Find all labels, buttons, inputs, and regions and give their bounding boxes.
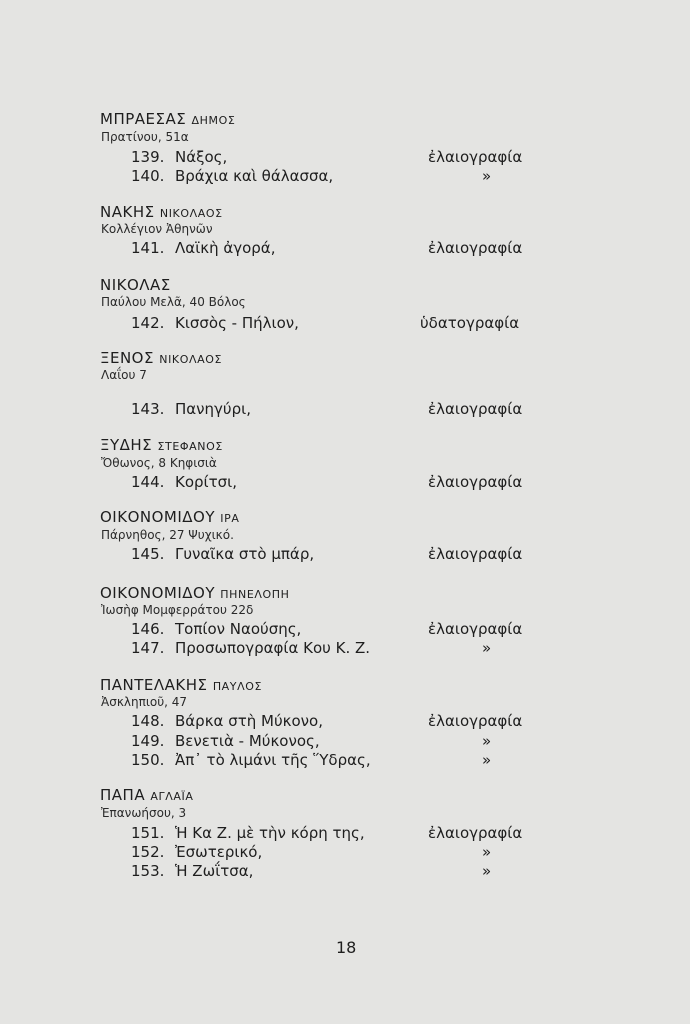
artwork-number: 150. — [131, 751, 165, 769]
artwork-medium: » — [482, 862, 492, 880]
artwork-row — [0, 473, 690, 493]
artwork-number: 151. — [131, 824, 165, 842]
artwork-title: Προσωπογραφία Κου Κ. Ζ. — [175, 639, 371, 657]
artwork-number: 145. — [131, 545, 165, 563]
artwork-medium: ἐλαιογραφία — [428, 824, 523, 842]
artist-address: Κολλέγιον Ἀθηνῶν — [101, 222, 213, 236]
artwork-medium: » — [482, 843, 492, 861]
artwork-title: Ἡ Ζωΐτσα, — [175, 862, 254, 880]
artist-first-name: ΣΤΕΦΑΝΟΣ — [157, 440, 223, 453]
artist-name — [100, 349, 222, 367]
artwork-title: Βενετιὰ - Μύκονος, — [175, 732, 320, 750]
artwork-medium: ἐλαιογραφία — [428, 545, 523, 563]
artist-first-name: ΝΙΚΟΛΑΟΣ — [159, 207, 223, 220]
artwork-medium: ἐλαιογραφία — [428, 148, 523, 166]
artwork-title: Τοπίον Ναούσης, — [175, 620, 302, 638]
artwork-row — [0, 167, 690, 187]
artist-address: Ἰωσὴφ Μομφερράτου 22δ — [101, 603, 254, 617]
artist-first-name: ΔΗΜΟΣ — [191, 114, 236, 127]
artist-surname: ΠΑΝΤΕΛΑΚΗΣ — [100, 676, 208, 694]
artwork-number: 141. — [131, 239, 165, 257]
artwork-medium: ἐλαιογραφία — [428, 712, 523, 730]
artist-address: Ὄθωνος, 8 Κηφισιὰ — [101, 456, 217, 470]
artwork-row — [0, 545, 690, 565]
artist-address: Λαΐου 7 — [101, 368, 147, 382]
artwork-medium: ἐλαιογραφία — [428, 239, 523, 257]
artwork-row — [0, 843, 690, 863]
artwork-title: Γυναῖκα στὸ μπάρ, — [175, 545, 315, 563]
artist-surname: ΟΙΚΟΝΟΜΙΔΟΥ — [100, 508, 215, 526]
artist-surname: ΜΠΡΑΕΣΑΣ — [100, 110, 187, 128]
artwork-row — [0, 824, 690, 844]
artist-surname: ΞΕΝΟΣ — [100, 349, 154, 367]
artist-name — [100, 436, 223, 454]
artwork-title: Ἐσωτερικό, — [175, 843, 263, 861]
artwork-title: Νάξος, — [175, 148, 228, 166]
artwork-medium: » — [482, 751, 492, 769]
page-number: 18 — [336, 938, 357, 957]
artwork-medium: ἐλαιογραφία — [428, 473, 523, 491]
artwork-row — [0, 732, 690, 752]
artist-first-name: ΠΗΝΕΛΟΠΗ — [220, 588, 290, 601]
artwork-number: 152. — [131, 843, 165, 861]
artwork-title: Ἀπ᾽ τὸ λιμάνι τῆς Ὕδρας, — [175, 751, 371, 769]
artist-name — [100, 584, 290, 602]
artist-surname: ΟΙΚΟΝΟΜΙΔΟΥ — [100, 584, 215, 602]
artwork-number: 142. — [131, 314, 165, 332]
artwork-row — [0, 239, 690, 259]
artwork-medium: » — [482, 639, 492, 657]
artist-first-name: ΝΙΚΟΛΑΟΣ — [159, 353, 223, 366]
artist-name — [100, 110, 235, 128]
artist-surname: ΠΑΠΑ — [100, 786, 146, 804]
artist-name — [100, 508, 239, 526]
artwork-medium: » — [482, 167, 492, 185]
artist-surname: ΝΑΚΗΣ — [100, 203, 155, 221]
artwork-number: 153. — [131, 862, 165, 880]
artwork-number: 149. — [131, 732, 165, 750]
artwork-row — [0, 148, 690, 168]
artwork-number: 140. — [131, 167, 165, 185]
artist-address: Ἐπανωήσου, 3 — [101, 806, 187, 820]
artwork-medium: ἐλαιογραφία — [428, 620, 523, 638]
artist-name — [100, 203, 223, 221]
artwork-number: 144. — [131, 473, 165, 491]
artist-address: Πάρνηθος, 27 Ψυχικό. — [101, 528, 234, 542]
artwork-title: Λαϊκὴ ἀγορά, — [175, 239, 276, 257]
artwork-title: Βράχια καὶ θάλασσα, — [175, 167, 334, 185]
artist-name — [100, 786, 193, 804]
artwork-title: Πανηγύρι, — [175, 400, 251, 418]
artwork-row — [0, 620, 690, 640]
artist-address: Παύλου Μελᾶ, 40 Βόλος — [101, 295, 246, 309]
artwork-row — [0, 314, 690, 334]
artwork-row — [0, 751, 690, 771]
artwork-medium: » — [482, 732, 492, 750]
artwork-title: Κορίτσι, — [175, 473, 237, 491]
artwork-row — [0, 712, 690, 732]
artist-address: Ἀσκληπιοῦ, 47 — [101, 695, 188, 709]
artwork-number: 147. — [131, 639, 165, 657]
artist-first-name: ΙΡΑ — [220, 512, 240, 525]
artwork-title: Κισσὸς - Πήλιον, — [175, 314, 299, 332]
artwork-title: Ἡ Κα Ζ. μὲ τὴν κόρη της, — [175, 824, 365, 842]
artwork-row — [0, 862, 690, 882]
artist-first-name: ΠΑΥΛΟΣ — [212, 680, 263, 693]
artist-address: Πρατίνου, 51α — [101, 130, 189, 144]
artist-name — [100, 676, 262, 694]
artwork-medium: ἐλαιογραφία — [428, 400, 523, 418]
artwork-number: 148. — [131, 712, 165, 730]
artwork-row — [0, 400, 690, 420]
artist-surname: ΝΙΚΟΛΑΣ — [100, 276, 171, 294]
artwork-number: 139. — [131, 148, 165, 166]
artwork-title: Βάρκα στὴ Μύκονο, — [175, 712, 323, 730]
artist-surname: ΞΥΔΗΣ — [100, 436, 153, 454]
artist-name — [100, 276, 171, 294]
artwork-medium: ὑδατογραφία — [420, 314, 520, 332]
artist-first-name: ΑΓΛΑΪΑ — [150, 790, 194, 803]
artwork-number: 146. — [131, 620, 165, 638]
artwork-row — [0, 639, 690, 659]
artwork-number: 143. — [131, 400, 165, 418]
